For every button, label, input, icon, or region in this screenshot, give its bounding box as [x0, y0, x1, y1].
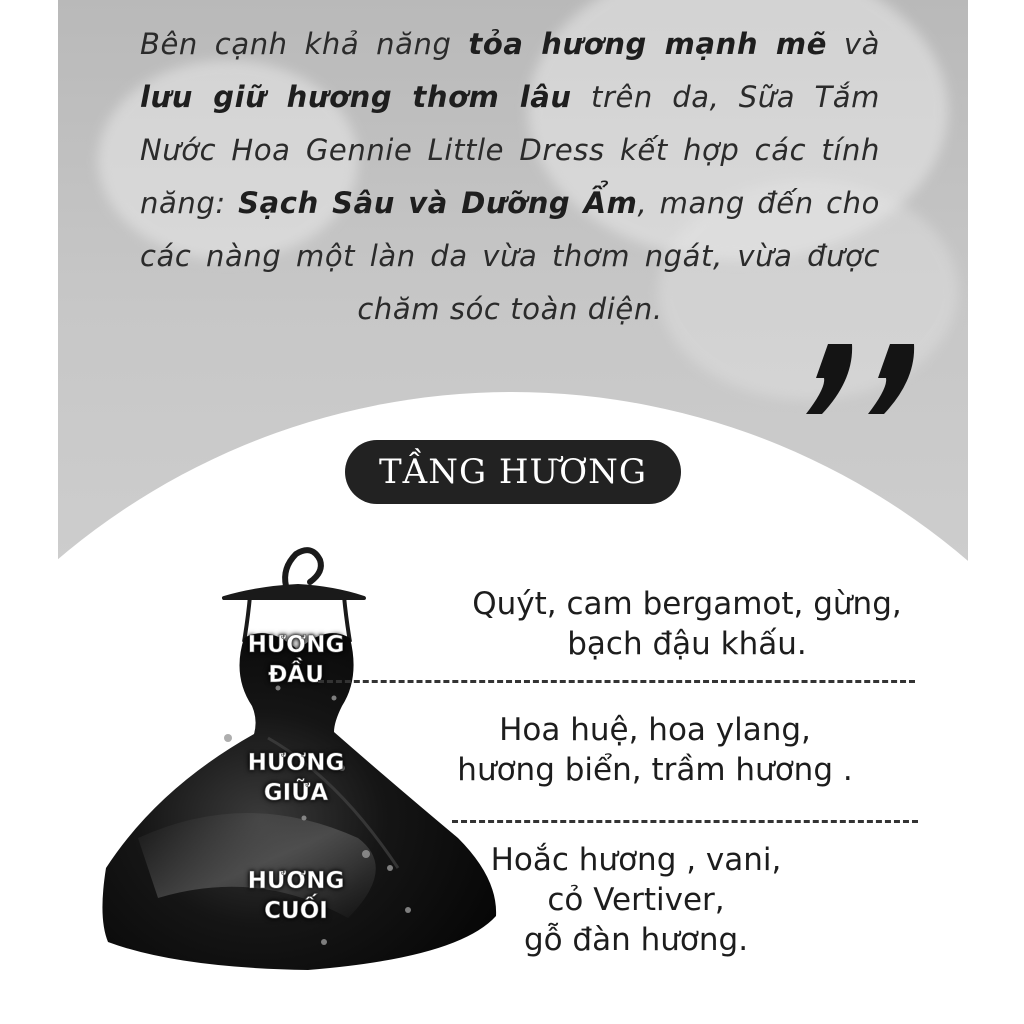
quote-segment: và: [827, 27, 881, 61]
quote-emphasis: lưu giữ hương thơm lâu: [140, 80, 572, 114]
base-notes-label: HƯƠNG CUỐI: [247, 868, 345, 924]
quote-segment: trên da, Sữa Tắm Nước Hoa Gennie Little Dress kết hợp các tính năng:: [140, 80, 880, 220]
closing-quote-mark-icon: [800, 340, 930, 420]
quote-segment: Bên cạnh khả năng: [140, 27, 469, 61]
section-title: TẦNG HƯƠNG: [378, 452, 648, 492]
quote-emphasis: tỏa hương mạnh mẽ: [468, 27, 827, 61]
divider-dashed-top: [318, 680, 915, 683]
base-notes-text: Hoắc hương , vani, cỏ Vertiver, gỗ đàn hương.: [490, 842, 782, 958]
top-notes-label: HƯƠNG ĐẦU: [247, 632, 345, 688]
intro-quote-text: [140, 18, 880, 336]
middle-notes-text: Hoa huệ, hoa ylang, hương biển, trầm hương .: [457, 712, 853, 788]
middle-notes-label: HƯƠNG GIỮA: [247, 750, 345, 806]
quote-segment: , mang đến cho các nàng một làn da vừa thơm ngát, vừa được chăm sóc toàn diện.: [140, 186, 881, 326]
section-title-badge: [345, 440, 681, 504]
top-notes-text: Quýt, cam bergamot, gừng, bạch đậu khấu.: [472, 586, 902, 662]
quote-emphasis: Sạch Sâu và Dưỡng Ẩm: [238, 186, 638, 220]
divider-dashed-bottom: [452, 820, 918, 823]
